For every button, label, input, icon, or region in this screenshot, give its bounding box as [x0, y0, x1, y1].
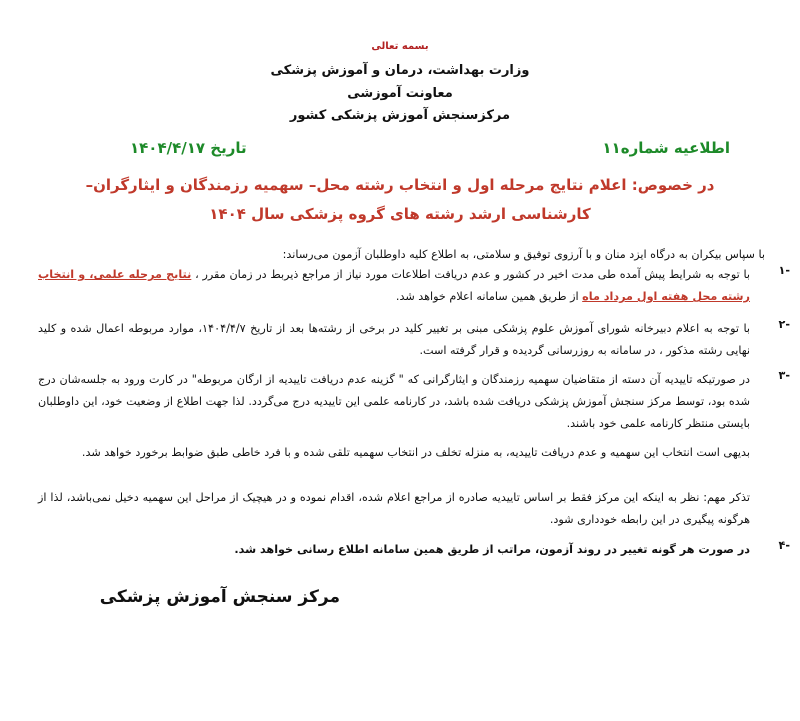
item-2: با توجه به اعلام دبیرخانه شورای آموزش علوم پزشکی مبنی بر تغییر کلید در برخی از رشته‌ها بعد از تاریخ ۱۴۰۴/۴/۷، موارد مربوطه اعمال شده و کلید نهایی رشته مذکور ، در سامانه به روزرسانی گردیده و قرار گرفته است. — [38, 322, 751, 357]
item-number-4: -۴ — [778, 539, 790, 552]
footer-signature: مرکز سنجش آموزش پزشکی — [99, 587, 340, 607]
item-1-text-a: با توجه به شرایط پیش آمده طی مدت اخیر در کشور و عدم دریافت اطلاعات مورد نیاز از مراجع ذیربط در زمان مقرر ، — [191, 268, 751, 281]
item-number-1: -۱ — [778, 264, 790, 277]
center-name: مرکزسنجش آموزش پزشکی کشور — [289, 108, 511, 123]
deputy-name: معاونت آموزشی — [347, 86, 453, 101]
extra-paragraph-2: تذکر مهم: نظر به اینکه این مرکز فقط بر اساس تاییدیه صادره از مراجع اعلام شده، اقدام نموده و در هیچیک از مراحل این سهمیه دخیل نمی‌باشد، لذا از هرگونه پیگیری در این رابطه خودداری شود. — [38, 491, 750, 526]
subject-line-2: کارشناسی ارشد رشته های گروه پزشکی سال ۱۴۰۴ — [209, 205, 591, 223]
item-1 — [38, 264, 750, 308]
item-1-highlight: نتایج مرحله علمی، و انتخاب رشته محل هفته اول مرداد ماه — [38, 268, 750, 303]
item-number-2: -۲ — [778, 318, 790, 331]
subject-line-1: در خصوص: اعلام نتایج مرحله اول و انتخاب رشته محل– سهمیه رزمندگان و ایثارگران– — [85, 176, 715, 194]
item-1-text-b: از طریق همین سامانه اعلام خواهد شد. — [395, 290, 583, 303]
item-3: در صورتیکه تاییدیه آن دسته از متقاضیان سهمیه رزمندگان و ایثارگرانی که " گزینه عدم دریافت تاییدیه از ارگان مربوطه" در کارت ورود به جلسه‌شان درج شده بود، توسط مرکز سنجش آموزش پزشکی دریافت شده باشد، در کارنامه علمی این تاییدیه درج می‌گردد. لذا جهت اطلاع از وضعیت خود، این داوطلبان بایستی منتظر کارنامه علمی خود باشند. — [38, 373, 750, 430]
extra-paragraph-1: بدیهی است انتخاب این سهمیه و عدم دریافت تاییدیه، به منزله تخلف در انتخاب سهمیه تلقی شده و با فرد خاطی طبق ضوابط برخورد خواهد شد. — [81, 446, 750, 459]
intro-paragraph: با سپاس بیکران به درگاه ایزد منان و با آرزوی توفیق و سلامتی، به اطلاع کلیه داوطلبان آزمون می‌رساند: — [282, 248, 765, 261]
item-4: در صورت هر گونه تغییر در روند آزمون، مراتب از طریق همین سامانه اطلاع رسانی خواهد شد. — [234, 543, 750, 556]
item-number-3: -۳ — [778, 369, 790, 382]
notice-date: تاریخ ۱۴۰۴/۴/۱۷ — [130, 139, 247, 157]
notice-row — [40, 139, 730, 161]
notice-number: اطلاعیه شماره۱۱ — [602, 139, 730, 157]
bismillah-header: بسمه تعالی — [371, 41, 429, 52]
ministry-name: وزارت بهداشت، درمان و آموزش پزشکی — [270, 63, 530, 78]
